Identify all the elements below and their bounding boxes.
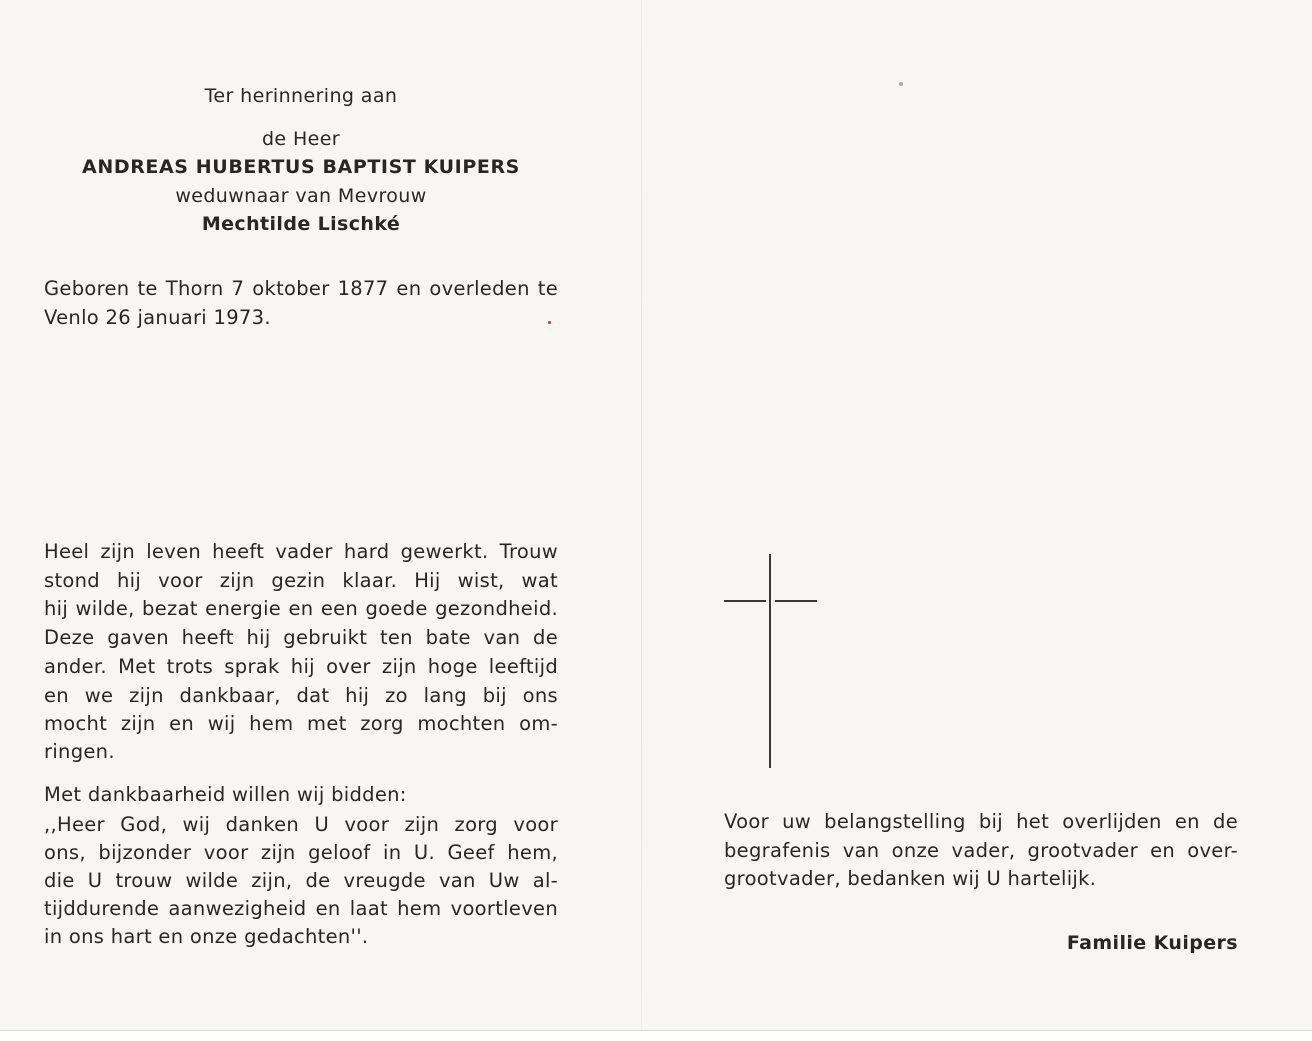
paragraph-line: in ons hart en onze gedachten''. — [44, 925, 369, 948]
deceased-name: ANDREAS HUBERTUS BAPTIST KUIPERS — [82, 156, 520, 178]
paragraph-line: Venlo 26 januari 1973. — [44, 306, 271, 329]
family-signature: Familie Kuipers — [1066, 932, 1238, 954]
paragraph-line: ringen. — [44, 740, 115, 763]
paragraph-line: Heel zijn leven heeft vader hard gewerkt. Trouw — [44, 540, 558, 563]
paragraph-line: en we zijn dankbaar, dat hij zo lang bij ons — [44, 684, 558, 707]
paragraph-line: tijddurende aanwezigheid en laat hem voortleven — [44, 897, 558, 920]
paragraph-line: mocht zijn en wij hem met zorg mochten om- — [44, 712, 558, 735]
paragraph-line: Deze gaven heeft hij gebruikt ten bate van de — [44, 626, 558, 649]
paragraph-line: die U trouw wilde zijn, de vreugde van Uw al- — [44, 869, 558, 892]
paragraph-line: ons, bijzonder voor zijn geloof in U. Geef hem, — [44, 841, 558, 864]
paragraph-line: grootvader, bedanken wij U hartelijk. — [724, 867, 1097, 890]
cross-vertical-bar — [769, 554, 771, 768]
card-fold-line — [641, 0, 642, 1041]
paragraph-line: ,,Heer God, wij danken U voor zijn zorg voor — [44, 813, 558, 836]
spouse-name: Mechtilde Lischké — [201, 213, 401, 235]
paragraph-line: Geboren te Thorn 7 oktober 1877 en overleden te — [44, 277, 558, 300]
memorial-intro: Ter herinnering aan — [204, 85, 398, 107]
cross-right-arm — [775, 600, 817, 602]
paragraph-line: stond hij voor zijn gezin klaar. Hij wist, wat — [44, 569, 558, 592]
paragraph-line: Voor uw belangstelling bij het overlijden en de — [724, 810, 1238, 833]
honorific-title: de Heer — [261, 128, 341, 150]
paragraph-line: begrafenis van onze vader, grootvader en over- — [724, 839, 1238, 862]
paper-speck — [899, 82, 903, 86]
paragraph-line: ander. Met trots sprak hij over zijn hoge leeftijd — [44, 655, 558, 678]
cross-left-arm — [724, 600, 766, 602]
paragraph-line: hij wilde, bezat energie en een goede gezondheid. — [44, 597, 558, 620]
prayer-intro: Met dankbaarheid willen wij bidden: — [44, 783, 407, 806]
relation-text: weduwnaar van Mevrouw — [175, 185, 427, 207]
card-bottom-edge — [0, 1030, 1312, 1041]
